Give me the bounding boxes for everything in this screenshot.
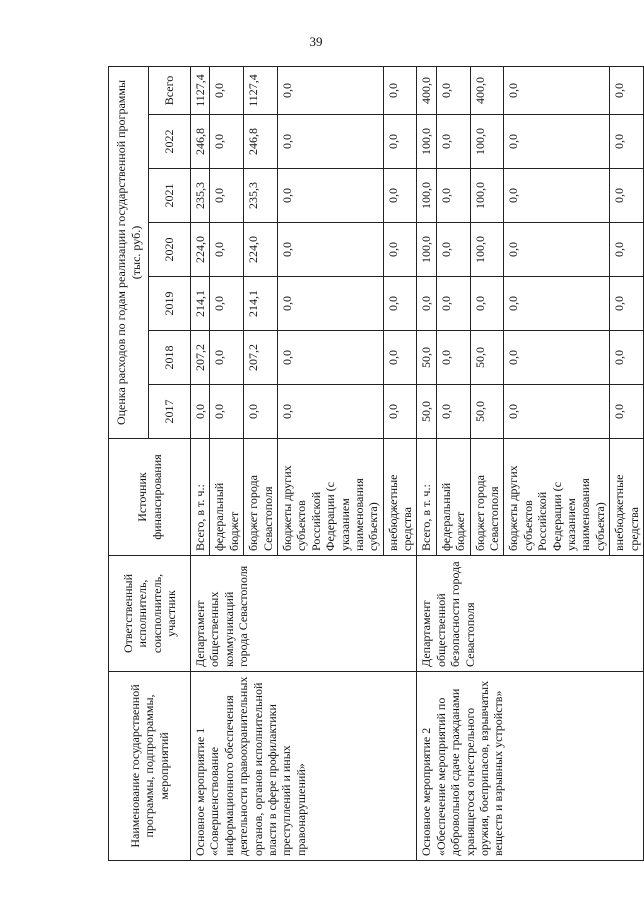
value-cell: 0,0 (436, 223, 470, 277)
table-row (191, 66, 210, 860)
activity-name: Основное мероприятие 2 «Обеспечение мероприятий по добровольной сдаче гражданами хранящегося огнестрельного оружия, боеприпасов, взрывчатых веществ и взрывных устройств» (417, 672, 643, 861)
header-year: 2019 (149, 277, 191, 331)
value-cell: 235,3 (244, 169, 278, 223)
source-cell: Всего, в т. ч.: (191, 439, 210, 556)
value-cell: 100,0 (470, 223, 504, 277)
total-cell: 0,0 (436, 66, 470, 114)
source-cell: бюджеты других субъектов Российской Федерации (с указанием наименования субъекта) (504, 439, 610, 556)
value-cell: 0,0 (210, 331, 244, 385)
value-cell: 207,2 (191, 331, 210, 385)
header-responsible: Ответственный исполнитель, соисполнитель, участник (109, 556, 191, 672)
value-cell: 0,0 (210, 277, 244, 331)
value-cell: 0,0 (417, 277, 436, 331)
value-cell: 0,0 (610, 277, 644, 331)
header-year: 2018 (149, 331, 191, 385)
value-cell: 100,0 (417, 169, 436, 223)
source-cell: бюджет города Севастополя (244, 439, 278, 556)
value-cell: 0,0 (277, 385, 383, 439)
value-cell: 0,0 (504, 223, 610, 277)
value-cell: 0,0 (610, 331, 644, 385)
source-cell: федеральный бюджет (436, 439, 470, 556)
total-cell: 0,0 (504, 66, 610, 114)
value-cell: 0,0 (504, 331, 610, 385)
value-cell: 0,0 (504, 385, 610, 439)
rotated-page-content (108, 67, 641, 861)
value-cell: 0,0 (277, 277, 383, 331)
page-number: 39 (309, 34, 323, 49)
header-estimate: Оценка расходов по годам реализации государственной программы (тыс. руб.) (109, 66, 149, 438)
value-cell: 0,0 (210, 385, 244, 439)
value-cell: 224,0 (244, 223, 278, 277)
source-cell: Всего, в т. ч.: (417, 439, 436, 556)
activity-name: Основное мероприятие 1 «Совершенствование информационного обеспечения деятельности правоохранительных органов, органов исполнительной власти в сфере профилактики преступлений и иных правонарушений» (191, 672, 417, 861)
value-cell: 246,8 (244, 115, 278, 169)
value-cell: 0,0 (383, 277, 417, 331)
source-cell: бюджет города Севастополя (470, 439, 504, 556)
value-cell: 0,0 (436, 331, 470, 385)
value-cell: 100,0 (417, 223, 436, 277)
value-cell: 0,0 (610, 169, 644, 223)
total-cell: 400,0 (470, 66, 504, 114)
header-year: 2021 (149, 169, 191, 223)
value-cell: 0,0 (210, 169, 244, 223)
source-cell: внебюджетные средства (610, 439, 644, 556)
value-cell: 100,0 (470, 169, 504, 223)
activity-responsible: Департамент общественных коммуникаций города Севастополя (191, 556, 417, 672)
value-cell: 0,0 (436, 385, 470, 439)
total-cell: 400,0 (417, 66, 436, 114)
header-source: Источник финансирования (109, 439, 191, 556)
value-cell: 0,0 (470, 277, 504, 331)
header-year: 2017 (149, 385, 191, 439)
header-total: Всего (149, 66, 191, 114)
table-row (417, 66, 436, 860)
value-cell: 100,0 (470, 115, 504, 169)
value-cell: 0,0 (210, 223, 244, 277)
value-cell: 0,0 (610, 223, 644, 277)
value-cell: 0,0 (504, 115, 610, 169)
source-cell: внебюджетные средства (383, 439, 417, 556)
total-cell: 0,0 (277, 66, 383, 114)
value-cell: 0,0 (504, 277, 610, 331)
header-year: 2022 (149, 115, 191, 169)
value-cell: 50,0 (470, 385, 504, 439)
value-cell: 50,0 (417, 331, 436, 385)
value-cell: 0,0 (610, 385, 644, 439)
value-cell: 0,0 (436, 277, 470, 331)
value-cell: 0,0 (383, 331, 417, 385)
total-cell: 1127,4 (244, 66, 278, 114)
value-cell: 100,0 (417, 115, 436, 169)
value-cell: 50,0 (417, 385, 436, 439)
value-cell: 0,0 (504, 169, 610, 223)
value-cell: 0,0 (277, 115, 383, 169)
value-cell: 214,1 (191, 277, 210, 331)
source-cell: федеральный бюджет (210, 439, 244, 556)
activity-responsible: Департамент общественной безопасности города Севастополя (417, 556, 643, 672)
value-cell: 0,0 (277, 223, 383, 277)
value-cell: 0,0 (383, 223, 417, 277)
value-cell: 0,0 (436, 115, 470, 169)
value-cell: 0,0 (244, 385, 278, 439)
value-cell: 235,3 (191, 169, 210, 223)
total-cell: 0,0 (610, 66, 644, 114)
value-cell: 0,0 (383, 115, 417, 169)
total-cell: 0,0 (210, 66, 244, 114)
value-cell: 0,0 (277, 169, 383, 223)
expenditure-table (108, 66, 644, 861)
header-name: Наименование государственной программы, подпрограммы, мероприятий (109, 672, 191, 861)
value-cell: 50,0 (470, 331, 504, 385)
value-cell: 214,1 (244, 277, 278, 331)
total-cell: 0,0 (383, 66, 417, 114)
value-cell: 0,0 (191, 385, 210, 439)
value-cell: 246,8 (191, 115, 210, 169)
value-cell: 0,0 (210, 115, 244, 169)
value-cell: 0,0 (277, 331, 383, 385)
value-cell: 0,0 (610, 115, 644, 169)
value-cell: 207,2 (244, 331, 278, 385)
value-cell: 0,0 (436, 169, 470, 223)
value-cell: 0,0 (383, 385, 417, 439)
source-cell: бюджеты других субъектов Российской Федерации (с указанием наименования субъекта) (277, 439, 383, 556)
value-cell: 0,0 (383, 169, 417, 223)
value-cell: 224,0 (191, 223, 210, 277)
total-cell: 1127,4 (191, 66, 210, 114)
header-year: 2020 (149, 223, 191, 277)
